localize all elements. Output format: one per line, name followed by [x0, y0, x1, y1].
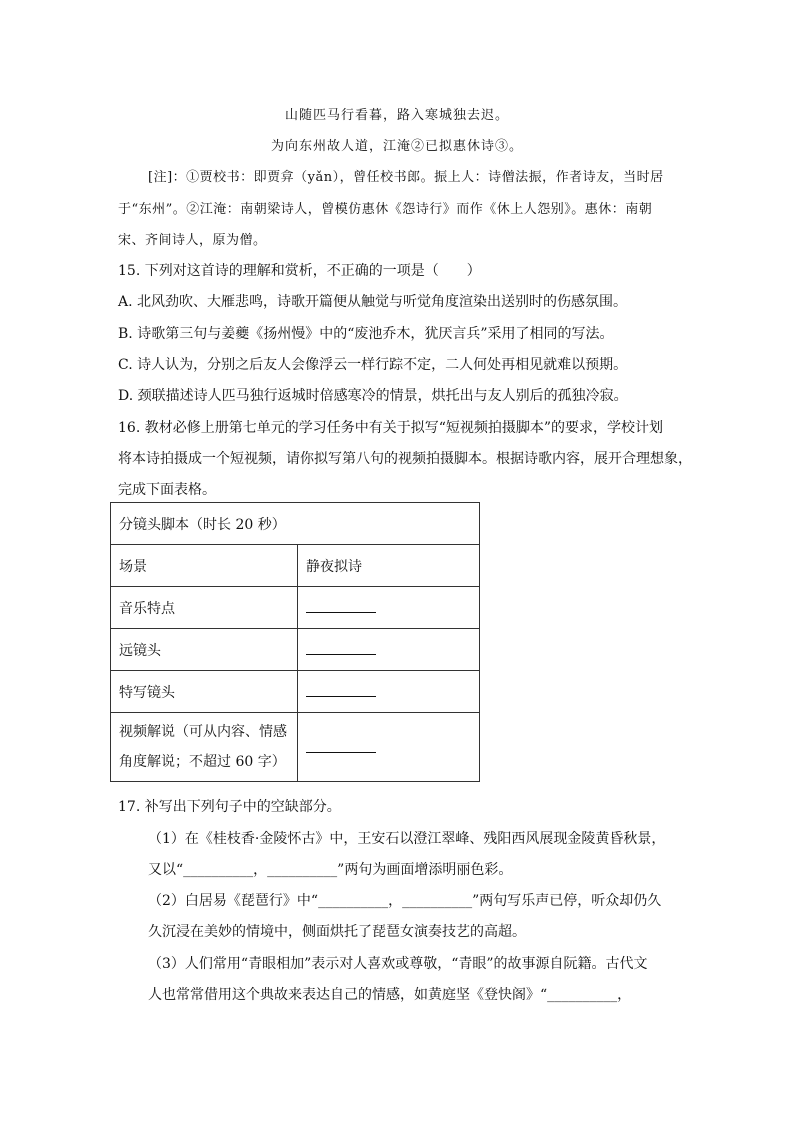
table-row [111, 545, 480, 587]
question-16-line-1: 16. 教材必修上册第七单元的学习任务中有关于拟写“短视频拍摄脚本”的要求，学校计划 [118, 420, 664, 436]
poem-line-2: 为向东州故人道，江淹②已拟惠休诗③。 [270, 139, 523, 154]
table-row [111, 587, 480, 629]
answer-blank[interactable] [306, 598, 376, 613]
q17-part2-line-2: 久沉浸在美妙的情境中，侧面烘托了琵琶女演奏技艺的高超。 [148, 924, 526, 940]
close-up-answer-cell [298, 671, 480, 713]
answer-blank[interactable] [306, 640, 376, 655]
close-up-label: 特写镜头 [111, 671, 298, 713]
narration-label [111, 713, 298, 782]
option-c: C. 诗人认为，分别之后友人会像浮云一样行踪不定，二人何处再相见就难以预期。 [118, 357, 628, 373]
narration-answer-cell [298, 713, 480, 782]
question-16-line-2: 将本诗拍摄成一个短视频，请你拟写第八句的视频拍摄脚本。根据诗歌内容，展开合理想象， [118, 451, 692, 467]
scene-label: 场景 [111, 545, 298, 587]
table-header: 分镜头脚本（时长 20 秒） [111, 503, 480, 545]
storyboard-table [110, 502, 480, 782]
note-line-2: 于“东州”。②江淹：南朝梁诗人，曾模仿惠休《怨诗行》而作《休上人怨别》。惠休：南朝 [118, 202, 653, 217]
note-line-3: 宋、齐间诗人，原为僧。 [118, 233, 267, 248]
long-shot-answer-cell [298, 629, 480, 671]
music-label: 音乐特点 [111, 587, 298, 629]
table-row [111, 713, 480, 782]
option-a: A. 北风劲吹、大雁悲鸣，诗歌开篇便从触觉与听觉角度渲染出送别时的伤感氛围。 [118, 294, 628, 310]
note-line-1: [注]：①贾校书：即贾弇（yǎn），曾任校书郎。振上人：诗僧法振，作者诗友，当时居 [148, 170, 664, 185]
q17-part3-line-2: 人也常常借用这个典故来表达自己的情感，如黄庭坚《登快阁》“__________， [148, 987, 632, 1003]
question-17-stem: 17. 补写出下列句子中的空缺部分。 [118, 799, 341, 815]
scene-value: 静夜拟诗 [298, 545, 480, 587]
q17-part1-line-2: 又以“__________，__________”两句为画面增添明丽色彩。 [148, 862, 513, 878]
table-row [111, 671, 480, 713]
narration-label-line-2: 角度解说；不超过 60 字） [119, 754, 286, 770]
question-16-line-3: 完成下面表格。 [118, 482, 216, 498]
question-15-stem: 15. 下列对这首诗的理解和赏析，不正确的一项是（ ） [118, 263, 481, 279]
q17-part3-line-1: （3）人们常用“青眼相加”表示对人喜欢或尊敬，“青眼”的故事源自阮籍。古代文 [148, 956, 648, 972]
q17-part2-line-1: （2）白居易《琵琶行》中“__________，__________”两句写乐声已停，听众却仍久 [148, 893, 662, 909]
table-row [111, 503, 480, 545]
option-d: D. 颈联描述诗人匹马独行返城时倍感寒冷的情景，烘托出与友人别后的孤独冷寂。 [118, 388, 628, 404]
q17-part1-line-1: （1）在《桂枝香·金陵怀古》中，王安石以澄江翠峰、残阳西风展现金陵黄昏秋景， [148, 831, 666, 847]
option-b: B. 诗歌第三句与姜夔《扬州慢》中的“废池乔木，犹厌言兵”采用了相同的写法。 [118, 326, 614, 342]
long-shot-label: 远镜头 [111, 629, 298, 671]
music-answer-cell [298, 587, 480, 629]
answer-blank[interactable] [306, 738, 376, 753]
answer-blank[interactable] [306, 682, 376, 697]
narration-label-line-1: 视频解说（可从内容、情感 [119, 724, 287, 740]
table-row [111, 629, 480, 671]
poem-line-1: 山随匹马行看暮，路入寒城独去迟。 [284, 108, 509, 123]
